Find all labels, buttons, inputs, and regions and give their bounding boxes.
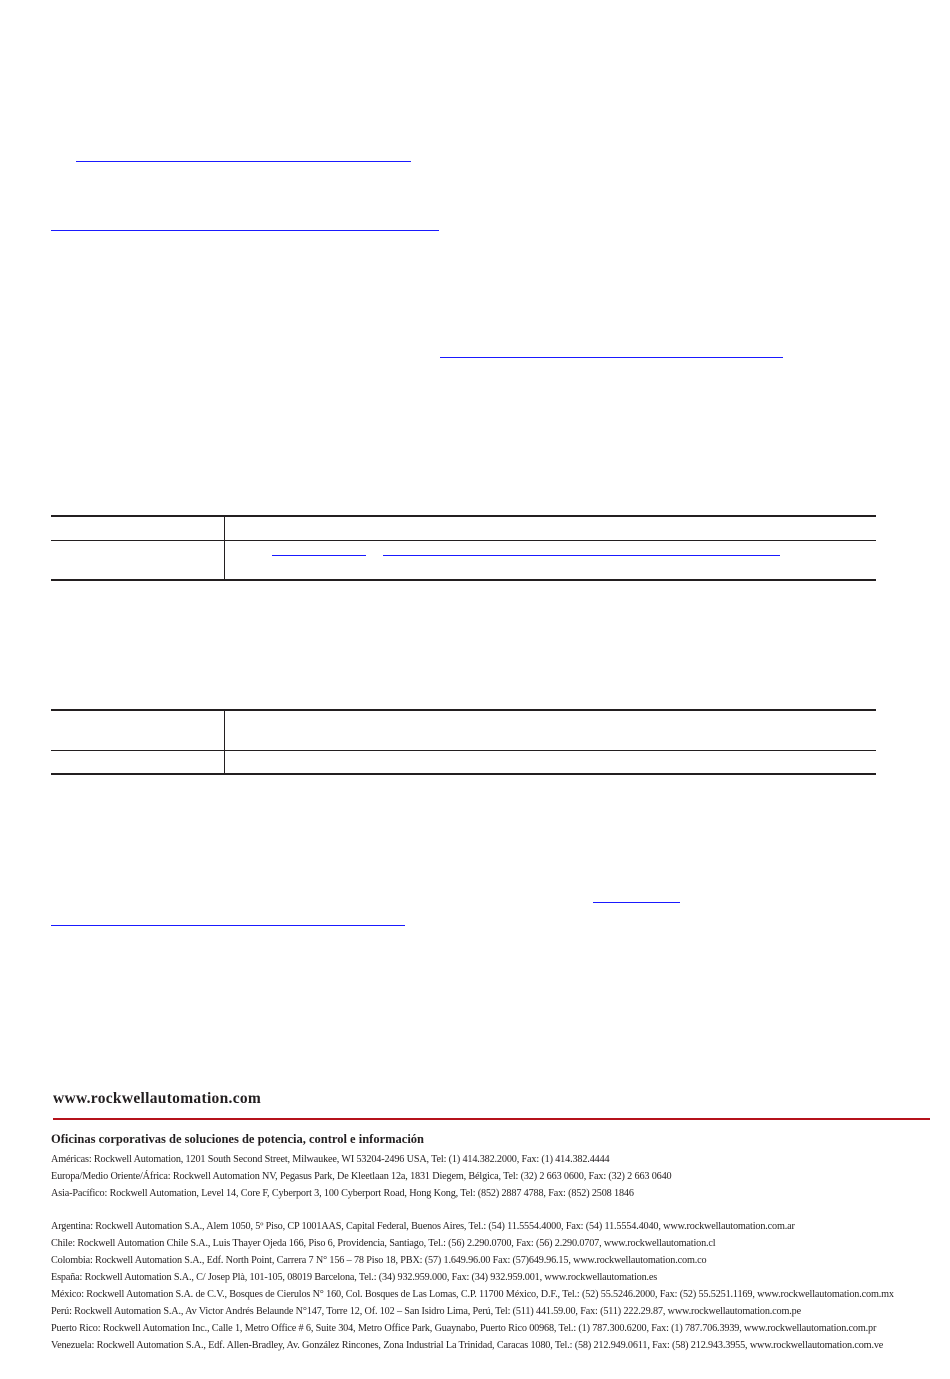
corporate-heading: Oficinas corporativas de soluciones de potencia, control e información (51, 1132, 425, 1146)
office-colombia: Colombia: Rockwell Automation S.A., Edf. North Point, Carrera 7 N° 156 – 78 Piso 18, PBX: (57) 1.649.96.00 Fax: (57)649.96.15, www.rockwellautomation.com.co (51, 1255, 707, 1266)
hyperlink-underline-2[interactable] (51, 230, 439, 231)
table-2-bottom-rule (51, 773, 876, 775)
hyperlink-underline-1[interactable] (76, 161, 411, 162)
table-1-header-rule (51, 540, 876, 541)
office-mexico: México: Rockwell Automation S.A. de C.V., Bosques de Cierulos N° 160, Col. Bosques de Las Lomas, C.P. 11700 México, D.F., Tel.: (52) 55.5246.2000, Fax: (52) 55.5251.1169, www.rockwellautomation.com.mx (51, 1289, 894, 1300)
website-link[interactable]: www.rockwellautomation.com (53, 1090, 262, 1107)
office-espana: España: Rockwell Automation S.A., C/ Josep Plà, 101-105, 08019 Barcelona, Tel.: (34) 932.959.000, Fax: (34) 932.959.001, www.rockwellautomation.es (51, 1272, 658, 1283)
hyperlink-underline-4[interactable] (593, 902, 680, 903)
table-2-column-divider (224, 711, 225, 773)
hyperlink-underline-3[interactable] (440, 357, 783, 358)
table-1-link-underline-2[interactable] (383, 555, 780, 556)
table-2-top-rule (51, 709, 876, 711)
table-1-link-underline-1[interactable] (272, 555, 366, 556)
footer-divider (53, 1118, 930, 1120)
hyperlink-underline-5[interactable] (51, 925, 405, 926)
office-asia-pacific: Asia-Pacífico: Rockwell Automation, Level 14, Core F, Cyberport 3, 100 Cyberport Road, Hong Kong, Tel: (852) 2887 4788, Fax: (852) 2508 1846 (51, 1188, 634, 1199)
office-venezuela: Venezuela: Rockwell Automation S.A., Edf. Allen-Bradley, Av. González Rincones, Zona Industrial La Trinidad, Caracas 1080, Tel.: (58) 212.949.0611, Fax: (58) 212.943.3955, www.rockwellautomation.com.ve (51, 1340, 884, 1351)
office-emea: Europa/Medio Oriente/África: Rockwell Automation NV, Pegasus Park, De Kleetlaan 12a, 1831 Diegem, Bélgica, Tel: (32) 2 663 0600, Fax: (32) 2 663 0640 (51, 1171, 672, 1182)
office-chile: Chile: Rockwell Automation Chile S.A., Luis Thayer Ojeda 166, Piso 6, Providencia, Santiago, Tel.: (56) 2.290.0700, Fax: (56) 2.290.0707, www.rockwellautomation.cl (51, 1238, 716, 1249)
table-1-top-rule (51, 515, 876, 517)
office-peru: Perú: Rockwell Automation S.A., Av Victor Andrés Belaunde N°147, Torre 12, Of. 102 – San Isidro Lima, Perú, Tel: (511) 441.59.00, Fax: (511) 222.29.87, www.rockwellautomation.com.pe (51, 1306, 801, 1317)
office-puerto-rico: Puerto Rico: Rockwell Automation Inc., Calle 1, Metro Office # 6, Suite 304, Metro Office Park, Guaynabo, Puerto Rico 00968, Tel.: (1) 787.300.6200, Fax: (1) 787.706.3939, www.rockwellautomation.com.pr (51, 1323, 877, 1334)
table-1-bottom-rule (51, 579, 876, 581)
table-2-header-rule (51, 750, 876, 751)
office-americas: Américas: Rockwell Automation, 1201 South Second Street, Milwaukee, WI 53204-2496 USA, Tel: (1) 414.382.2000, Fax: (1) 414.382.4444 (51, 1154, 610, 1165)
office-argentina: Argentina: Rockwell Automation S.A., Alem 1050, 5º Piso, CP 1001AAS, Capital Federal, Buenos Aires, Tel.: (54) 11.5554.4000, Fax: (54) 11.5554.4040, www.rockwellautomation.com.ar (51, 1221, 795, 1232)
table-1-column-divider (224, 517, 225, 579)
